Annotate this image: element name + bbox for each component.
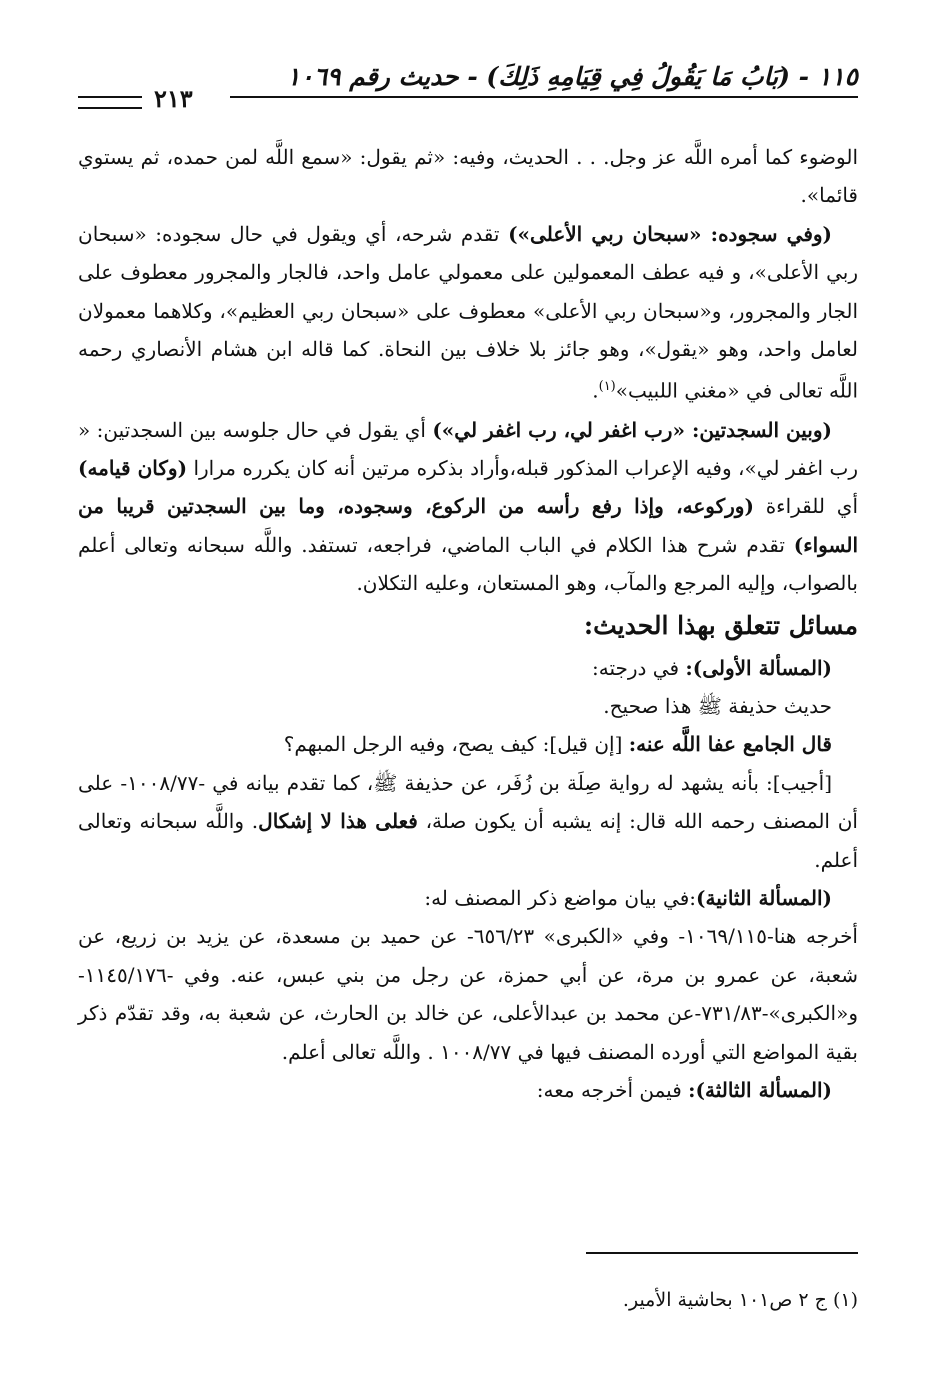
page-number-ornament bbox=[78, 96, 142, 109]
p2-bold-phrase: (وفي سجوده: «سبحان ربي الأعلى») bbox=[508, 221, 832, 246]
masala-2 bbox=[78, 879, 858, 917]
masala-1 bbox=[78, 649, 858, 687]
masala-2-text: :في بيان مواضع ذكر المصنف له: bbox=[424, 885, 697, 910]
answer-text-2: . واللَّه سبحانه وتعالى أعلم. bbox=[78, 809, 858, 872]
question bbox=[78, 725, 858, 763]
p3-bold-phrase-2: (وكان قيامه) bbox=[78, 455, 188, 480]
p3-text-3: تقدم شرح هذا الكلام في الباب الماضي، فراجعه، تستفد. واللَّه سبحانه وتعالى أعلم بالصواب، وإليه المرجع والمآب، وهو المستعان، وعليه التكلان. bbox=[78, 532, 858, 596]
p1-text: الوضوء كما أمره اللَّه عز وجل. . . الحديث، وفيه: «ثم يقول: «سمع اللَّه لمن حمده، ثم يستوي قائما». bbox=[78, 145, 858, 208]
main-text bbox=[78, 138, 858, 1109]
paragraph-1 bbox=[78, 138, 858, 215]
p3-text-2: أي للقراءة bbox=[753, 494, 858, 519]
p3-bold-phrase-1: (وبين السجدتين: «رب اغفر لي، رب اغفر لي») bbox=[432, 417, 832, 442]
p3-text-1: أي يقول في حال جلوسه بين السجدتين: « رب اغفر لي»، وفيه الإعراب المذكور قبله،وأراد بذكره مرتين أنه كان يكرره مرارا bbox=[78, 417, 858, 480]
masala-1-label: (المسألة الأولى): bbox=[685, 655, 832, 680]
masala-2-label: (المسألة الثانية) bbox=[696, 885, 832, 910]
section-heading: مسائل تتعلق بهذا الحديث: bbox=[583, 610, 858, 640]
running-title: ١١٥ - (بَابُ مَا يَقُولُ فِي قِيَامِهِ ذَلِكَ) - حديث رقم ١٠٦٩ bbox=[286, 62, 858, 91]
p2-text: تقدم شرحه، أي ويقول في حال سجوده: «سبحان ربي الأعلى»، و فيه عطف المعمولين على معمولي عامل واحد، فالجار والمجرور معطوف على الجار والمجرور، و«سبحان ربي الأعلى» معطوف على «سبحان ربي العظيم»، وكلاهما معمولان لعامل واحد، وهو «يقول»، وهو جائز بلا خلاف بين النحاة. كما قاله ابن هشام الأنصاري رحمه اللَّه تعالى في «مغني اللبيب» bbox=[78, 221, 858, 404]
masala-1-detail: حديث حذيفة ﷺ هذا صحيح. bbox=[603, 693, 832, 718]
masala-3-label: (المسألة الثالثة): bbox=[688, 1078, 832, 1102]
footnote: (١) ج ٢ ص١٠١ بحاشية الأمير. bbox=[622, 1289, 858, 1311]
page-header bbox=[78, 62, 858, 113]
masala-3 bbox=[78, 1071, 858, 1109]
p3-bold-phrase-3: (وركوعه، وإذا رفع رأسه من الركوع، وسجوده، وما بين السجدتين قريبا من السواء) bbox=[78, 494, 858, 557]
question-text: [إن قيل]: كيف يصح، وفيه الرجل المبهم؟ bbox=[283, 732, 629, 757]
header-rule bbox=[230, 96, 858, 98]
masala-2-detail: أخرجه هنا-١٠٦٩/١١٥- وفي «الكبرى» ٦٥٦/٢٣- عن حميد بن مسعدة، عن يزيد بن زريع، عن شعبة، عن عمرو بن مرة، عن أبي حمزة، عن رجل من بني عبس، عنه. وفي -١١٤٥/١٧٦- و«الكبرى»-٧٣١/٨٣-عن محمد بن عبدالأعلى، عن خالد بن الحارث، عن شعبة به، وقد تقدّم ذكر بقية المواضع التي أورده المصنف فيها في ١٠٠٨/٧٧ . واللَّه تعالى أعلم. bbox=[78, 924, 858, 1064]
paragraph-3 bbox=[78, 411, 858, 603]
page-number: ٢١٣ bbox=[154, 84, 193, 113]
answer bbox=[78, 764, 858, 879]
answer-text-1: [أجيب]: بأنه يشهد له رواية صِلَة بن زُفَر، عن حذيفة ﷺ، كما تقدم بيانه في -١٠٠٨/٧٧- على أن المصنف رحمه الله قال: إنه يشبه أن يكون صلة، bbox=[78, 770, 858, 834]
p2-end: . bbox=[592, 379, 599, 404]
question-label: قال الجامع عفا اللَّه عنه: bbox=[628, 732, 832, 757]
page-number-block bbox=[78, 84, 228, 114]
answer-bold: فعلى هذا لا إشكال bbox=[258, 809, 418, 834]
masala-3-text: فيمن أخرجه معه: bbox=[536, 1078, 689, 1102]
footnote-rule bbox=[586, 1252, 858, 1254]
footnote-ref: (١) bbox=[598, 379, 616, 395]
masala-1-text: في درجته: bbox=[592, 655, 686, 680]
paragraph-2 bbox=[78, 215, 858, 411]
